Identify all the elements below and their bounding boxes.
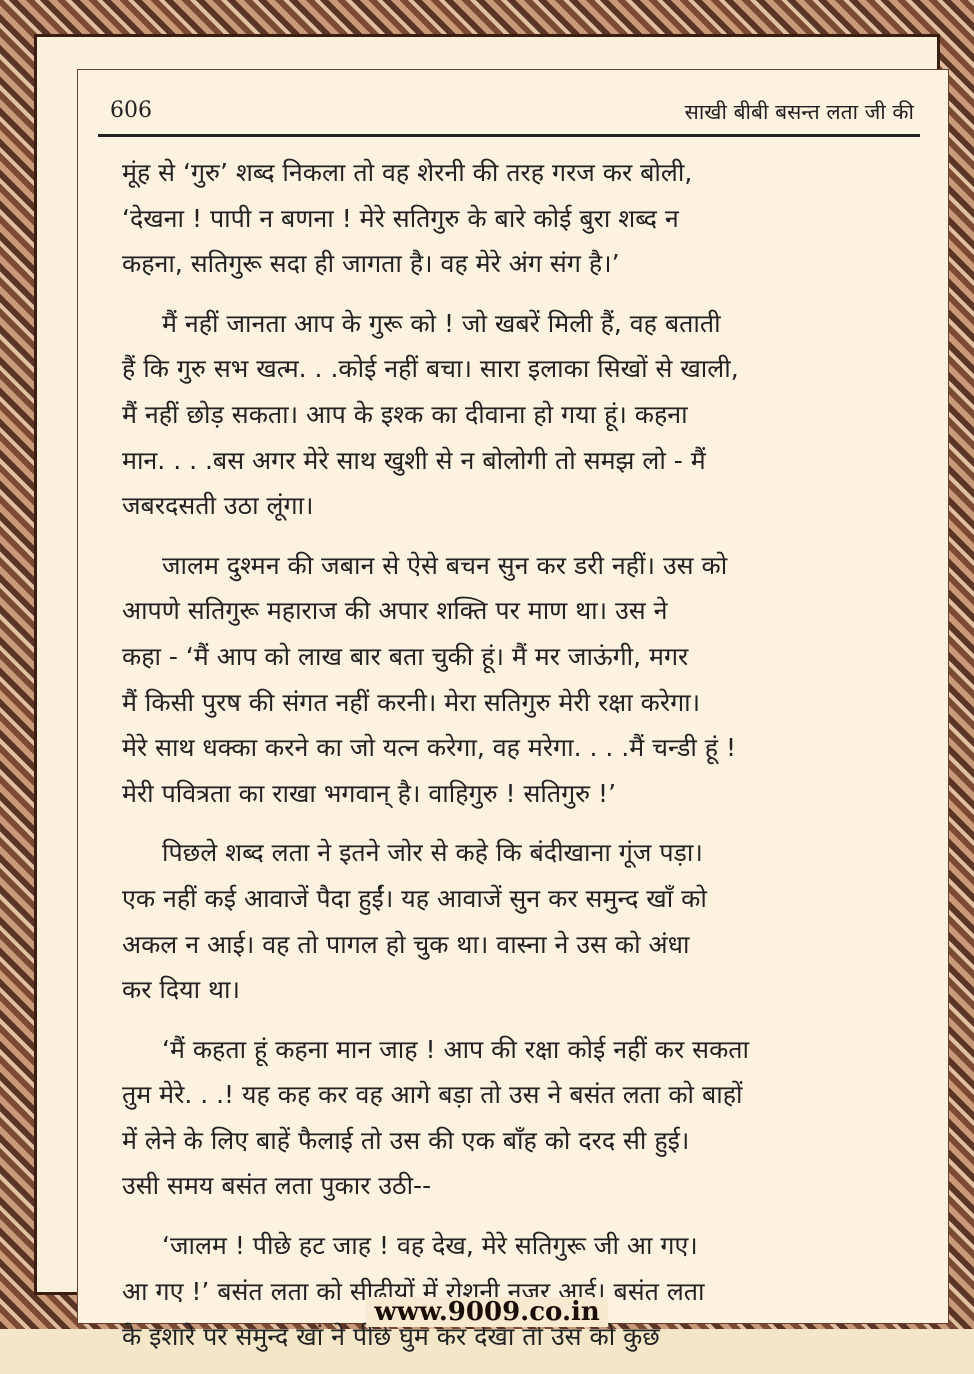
text-line: पिछले शब्द लता ने इतने जोर से कहे कि बंदीखाना गूंज पड़ा। [122,830,904,876]
text-line: मेरे साथ धक्का करने का जो यत्न करेगा, वह मरेगा. . . .मैं चन्डी हूं ! [122,725,904,771]
paragraph [122,1027,904,1209]
text-line: के इशारे पर समुन्द खां ने पीछे घुम कर देखा तो उस को कुछ [122,1314,904,1360]
page-body [122,150,904,1374]
paragraph [122,1223,904,1360]
text-line: उसी समय बसंत लता पुकार उठी-- [122,1163,904,1209]
text-line: मैं नहीं जानता आप के गुरू को ! जो खबरें मिली हैं, वह बताती [122,301,904,347]
text-line: कहा - ‘मैं आप को लाख बार बता चुकी हूं। मैं मर जाऊंगी, मगर [122,634,904,680]
page-footer [0,1297,974,1329]
text-line: कहना, सतिगुरू सदा ही जागता है। वह मेरे अंग संग है।’ [122,241,904,287]
text-line: मूंह से ‘गुरु’ शब्द निकला तो वह शेरनी की तरह गरज कर बोली, [122,150,904,196]
paragraph [122,301,904,529]
text-line: मैं नहीं छोड़ सकता। आप के इश्क का दीवाना हो गया हूं। कहना [122,392,904,438]
paragraph [122,150,904,287]
running-title: साखी बीबी बसन्त लता जी की [685,98,914,126]
text-line: ‘जालम ! पीछे हट जाह ! वह देख, मेरे सतिगुरू जी आ गए। [122,1223,904,1269]
text-line: तुम मेरे. . .! यह कह कर वह आगे बड़ा तो उस ने बसंत लता को बाहों [122,1072,904,1118]
book-page [77,69,949,1324]
page-header [98,98,920,137]
text-line: जालम दुश्मन की जबान से ऐसे बचन सुन कर डरी नहीं। उस को [122,543,904,589]
page-number: 606 [110,98,152,123]
website-link[interactable]: www.9009.co.in [366,1297,608,1327]
paragraph [122,543,904,817]
text-line: अकल न आई। वह तो पागल हो चुक था। वास्ना ने उस को अंधा [122,922,904,968]
text-line: मेरी पवित्रता का राखा भगवान् है। वाहिगुरु ! सतिगुरु !’ [122,771,904,817]
text-line: कर दिया था। [122,967,904,1013]
text-line: हैं कि गुरु सभ खत्म. . .कोई नहीं बचा। सारा इलाका सिखों से खाली, [122,346,904,392]
text-line: आ गए !’ बसंत लता को सीढ़ीयों में रोशनी नजर आई। बसंत लता [122,1269,904,1315]
inner-frame [34,34,940,1295]
text-line: एक नहीं कई आवाजें पैदा हुईं। यह आवाजें सुन कर समुन्द खाँ को [122,876,904,922]
text-line: मैं किसी पुरष की संगत नहीं करनी। मेरा सतिगुरु मेरी रक्षा करेगा। [122,680,904,726]
text-line: मान. . . .बस अगर मेरे साथ खुशी से न बोलोगी तो समझ लो - मैं [122,438,904,484]
text-line: ‘मैं कहता हूं कहना मान जाह ! आप की रक्षा कोई नहीं कर सकता [122,1027,904,1073]
text-line: ‘देखना ! पापी न बणना ! मेरे सतिगुरु के बारे कोई बुरा शब्द न [122,196,904,242]
text-line: जबरदसती उठा लूंगा। [122,483,904,529]
paragraph [122,830,904,1012]
text-line: में लेने के लिए बाहें फैलाई तो उस की एक बाँह को दरद सी हुई। [122,1118,904,1164]
text-line: आपणे सतिगुरू महाराज की अपार शक्ति पर माण था। उस ने [122,588,904,634]
